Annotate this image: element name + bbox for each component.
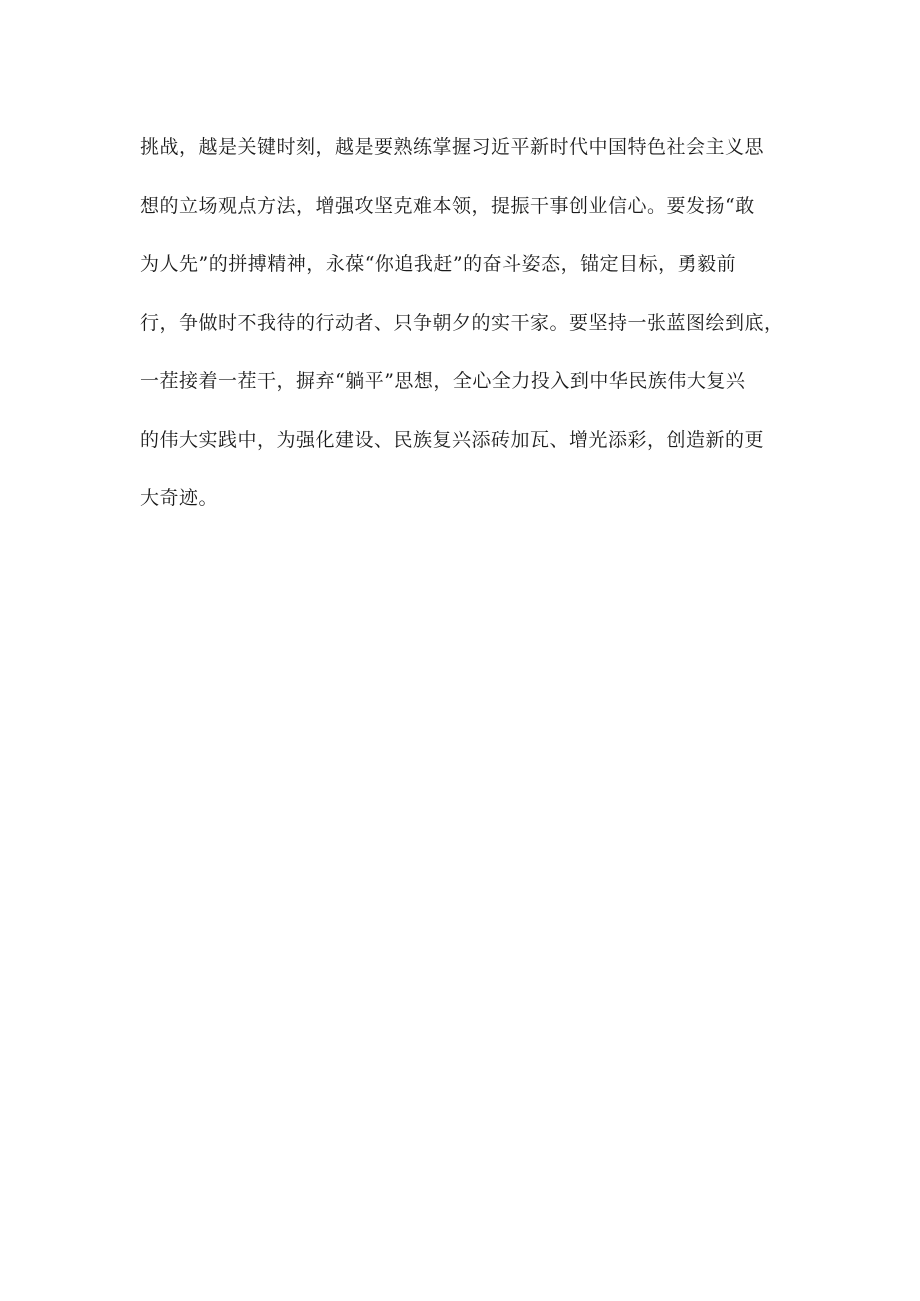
paragraph-line: 想的立场观点方法，增强攻坚克难本领，提振干事创业信心。要发扬“敢 (140, 194, 755, 217)
paragraph-line: 大奇迹。 (140, 487, 219, 509)
paragraph-line: 行，争做时不我待的行动者、只争朝夕的实干家。要坚持一张蓝图绘到底， (140, 311, 784, 334)
paragraph-line: 的伟大实践中，为强化建设、民族复兴添砖加瓦、增光添彩，创造新的更 (140, 428, 765, 451)
body-paragraph (140, 135, 800, 545)
paragraph-line: 为人先”的拼搏精神，永葆“你追我赶”的奋斗姿态，锚定目标，勇毅前 (140, 253, 737, 275)
paragraph-line: 一茬接着一茬干，摒弃“躺平”思想，全心全力投入到中华民族伟大复兴 (140, 370, 746, 392)
paragraph-line: 挑战，越是关键时刻，越是要熟练掌握习近平新时代中国特色社会主义思 (140, 136, 765, 158)
